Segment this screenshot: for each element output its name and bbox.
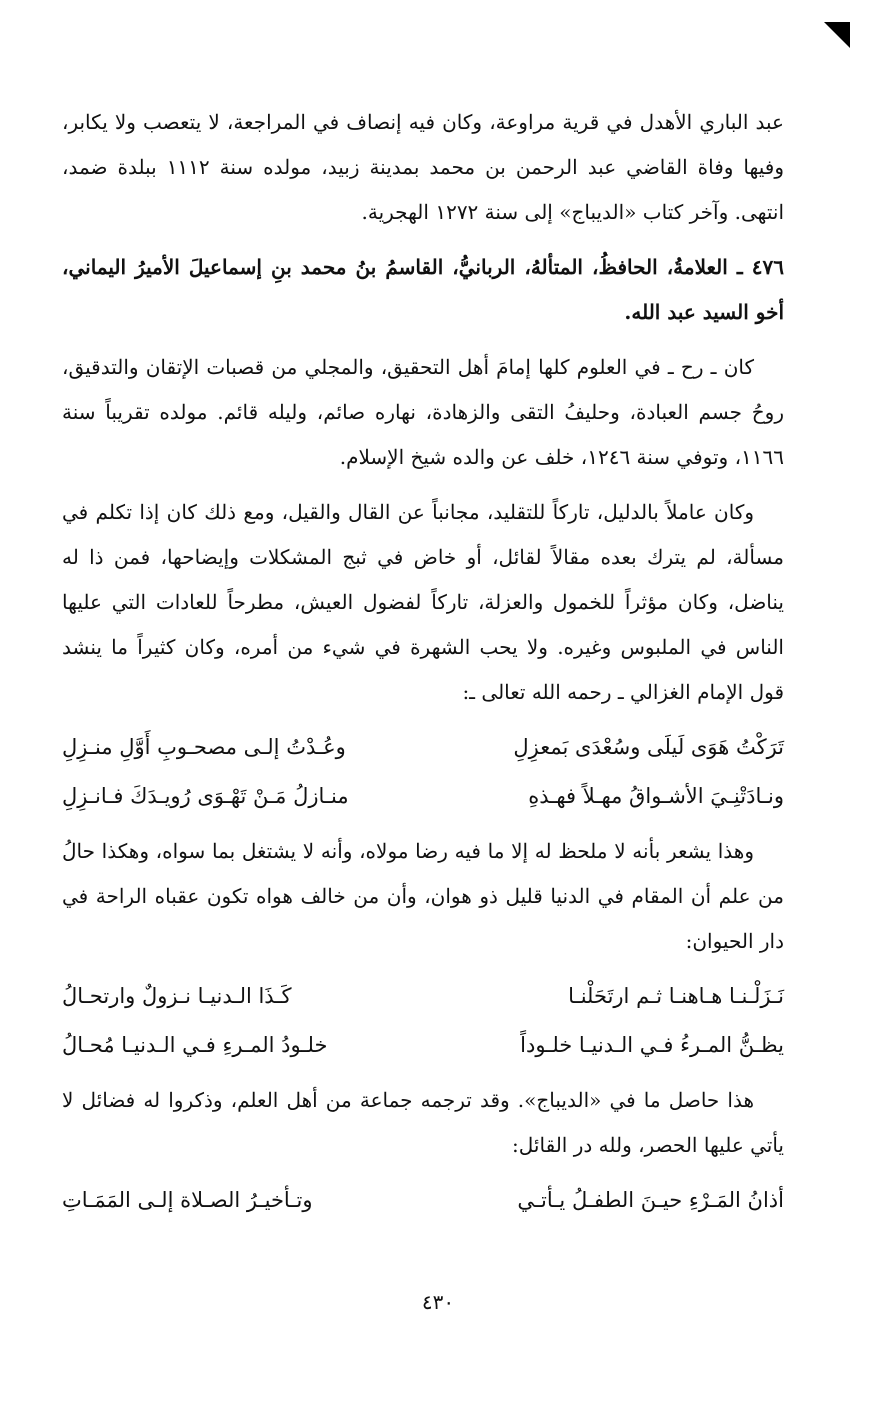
- paragraph-reflection: وهذا يشعر بأنه لا ملحظ له إلا ما فيه رضا مولاه، وأنه لا يشتغل بما سواه، وهكذا حالُ من علم أن المقام في الدنيا قليل ذو هوان، وأن من خالف هواه تكون عقباه الراحة في دار الحيوان:: [62, 839, 784, 953]
- page-number: ٤٣٠: [421, 1290, 455, 1314]
- verse-line: [62, 725, 784, 770]
- verse-first-hemistich: أذانُ المَـرْءِ حيـنَ الطفـلُ يـأتـي: [517, 1188, 784, 1212]
- verse-line: [62, 1178, 784, 1223]
- verse-second-hemistich: خلـودُ المـرءِ فـي الـدنيـا مُحـالُ: [62, 1033, 328, 1057]
- verse-line: [62, 974, 784, 1019]
- verse-second-hemistich: وتـأخيـرُ الصـلاة إلـى المَمَـاتِ: [62, 1188, 313, 1212]
- verse-second-hemistich: وعُـدْتُ إلـى مصحـوبِ أَوَّلِ منـزِلِ: [62, 735, 346, 759]
- verse-line: [62, 774, 784, 819]
- verse-first-hemistich: يظـنُّ المـرءُ فـي الـدنيـا خلـوداً: [520, 1033, 784, 1057]
- paragraph-biography: كان ـ رح ـ في العلوم كلها إمامَ أهل التحقيق، والمجلي من قصبات الإتقان والتدقيق، روحُ جسم العبادة، وحليفُ التقى والزهادة، نهاره صائم، وليله قائم. مولده تقريباً سنة ١١٦٦، وتوفي سنة ١٢٤٦، خلف عن والده شيخ الإسلام.: [62, 355, 784, 469]
- verse-line: [62, 1023, 784, 1068]
- poem-ghazali: [62, 725, 784, 819]
- verse-second-hemistich: منـازلُ مَـنْ تَهْـوَى رُويـدَكَ فـانـزِلِ: [62, 784, 349, 808]
- page-content: [62, 100, 784, 1233]
- paragraph-summary: هذا حاصل ما في «الديباج». وقد ترجمه جماعة من أهل العلم، وذكروا له فضائل لا يأتي عليها الحصر، ولله در القائل:: [62, 1088, 784, 1157]
- verse-second-hemistich: كَـذَا الـدنيـا نـزولٌ وارتحـالُ: [62, 984, 292, 1008]
- entry-heading-476: ٤٧٦ ـ العلامةُ، الحافظُ، المتألهُ، الربانيُّ، القاسمُ بنُ محمد بنِ إسماعيلَ الأميرُ اليماني، أخو السيد عبد الله.: [62, 255, 784, 324]
- poem-dunya: [62, 974, 784, 1068]
- paragraph-conduct: وكان عاملاً بالدليل، تاركاً للتقليد، مجانباً عن القال والقيل، ومع ذلك كان إذا تكلم في مسألة، لم يترك بعده مقالاً لقائل، أو خاض في ثبج المشكلات وإيضاحها، فمن ذا له يناضل، وكان مؤثراً للخمول والعزلة، تاركاً لفضول العيش، مطرحاً للعادات التي عليها الناس في الملبوس وغيره. ولا يحب الشهرة في شيء من أمره، وكان كثيراً ما ينشد قول الإمام الغزالي ـ رحمه الله تعالى ـ:: [62, 500, 784, 704]
- poem-adhan: [62, 1178, 784, 1223]
- verse-first-hemistich: نَـزَلْـنـا هـاهنـا ثـم ارتَحَلْنـا: [568, 984, 784, 1008]
- corner-marker-icon: [824, 22, 850, 48]
- paragraph-continuation: عبد الباري الأهدل في قرية مراوعة، وكان فيه إنصاف في المراجعة، لا يتعصب ولا يكابر، وفيها وفاة القاضي عبد الرحمن بن محمد بمدينة زبيد، مولده سنة ١١١٢ ببلدة ضمد، انتهى. وآخر كتاب «الديباج» إلى سنة ١٢٧٢ الهجرية.: [62, 110, 784, 224]
- verse-first-hemistich: ونـادَتْنِـيَ الأشـواقُ مهـلاً فهـذهِ: [528, 784, 784, 808]
- verse-first-hemistich: تَرَكْتُ هَوَى لَيلَى وسُعْدَى بَمعزِلِ: [513, 735, 784, 759]
